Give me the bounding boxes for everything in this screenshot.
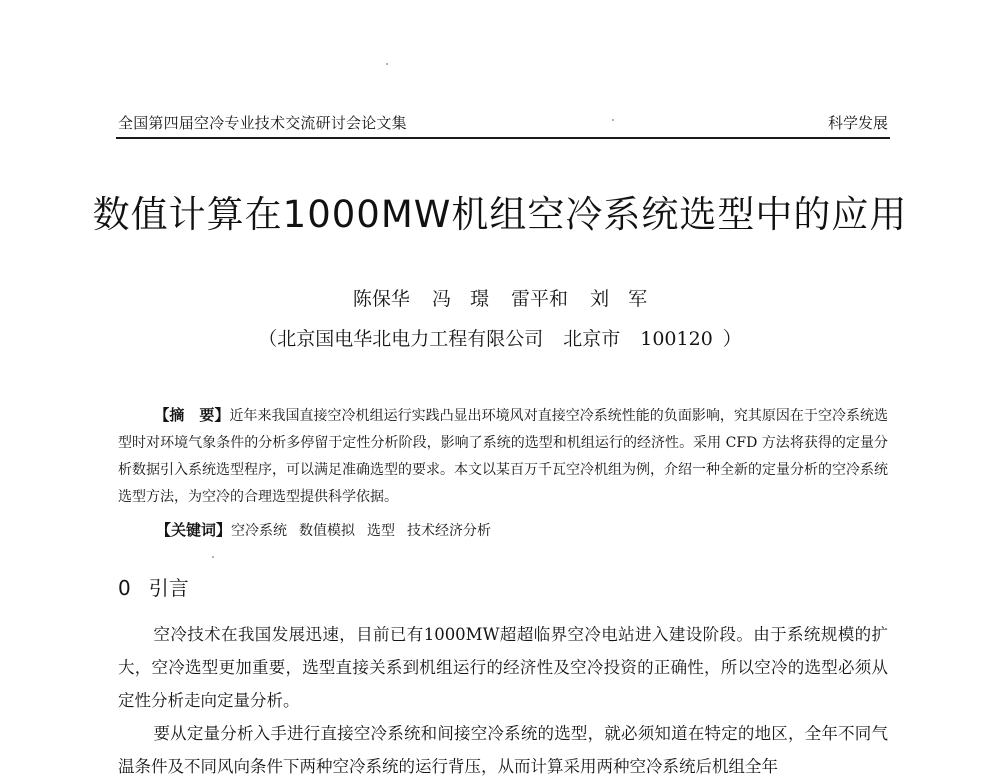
keywords (156, 517, 886, 544)
scan-speck (386, 63, 388, 65)
section-heading (118, 574, 189, 602)
keyword: 技术经济分析 (407, 523, 492, 539)
author-name: 雷平和 (511, 288, 569, 310)
abstract (118, 402, 888, 511)
scan-speck (212, 556, 214, 558)
affiliation (0, 326, 1000, 352)
body-text (118, 618, 888, 783)
affiliation-open-paren: （ (258, 328, 278, 350)
keyword: 选型 (367, 523, 396, 539)
keyword: 数值模拟 (299, 523, 356, 539)
affiliation-postcode: 100120 (640, 328, 713, 350)
author-name: 冯 璟 (431, 288, 489, 310)
affiliation-city: 北京市 (563, 328, 621, 350)
body-paragraph: 要从定量分析入手进行直接空冷系统和间接空冷系统的选型，就必须知道在特定的地区，全年不同气温条件及不同风向条件下两种空冷系统的运行背压，从而计算采用两种空冷系统后机组全年 (118, 724, 888, 776)
keyword: 空冷系统 (231, 523, 288, 539)
author-name: 陈保华 (352, 288, 410, 310)
header-rule (116, 137, 890, 139)
author-name: 刘 军 (590, 288, 648, 310)
affiliation-close-paren: ） (722, 328, 742, 350)
section-title: 引言 (148, 576, 189, 600)
journal-name: 全国第四届空冷专业技术交流研讨会论文集 (118, 114, 407, 132)
abstract-text: 近年来我国直接空冷机组运行实践凸显出环境风对直接空冷系统性能的负面影响，究其原因在于空冷系统选型时对环境气象条件的分析多停留于定性分析阶段，影响了系统的选型和机组运行的经济性。采用 CFD 方法将获得的定量分析数据引入系统选型程序，可以满足准确选型的要求。本文以某百万千瓦空冷机组为例，介绍一种全新的定量分析的空冷系统选型方法，为空冷的合理选型提供科学依据。 (118, 408, 888, 505)
author-list (0, 286, 1000, 312)
keywords-label: 【关键词】 (156, 521, 232, 539)
abstract-label: 【摘 要】 (154, 406, 230, 424)
body-paragraph: 空冷技术在我国发展迅速，目前已有1000MW超超临界空冷电站进入建设阶段。由于系统规模的扩大，空冷选型更加重要，选型直接关系到机组运行的经济性及空冷投资的正确性，所以空冷的选型必须从定性分析走向定量分析。 (118, 625, 888, 710)
running-header (118, 112, 888, 134)
section-category: 科学发展 (827, 114, 888, 132)
paper-title: 数值计算在1000MW机组空冷系统选型中的应用 (92, 193, 908, 236)
affiliation-company: 北京国电华北电力工程有限公司 (277, 328, 544, 350)
section-number: 0 (118, 576, 131, 600)
